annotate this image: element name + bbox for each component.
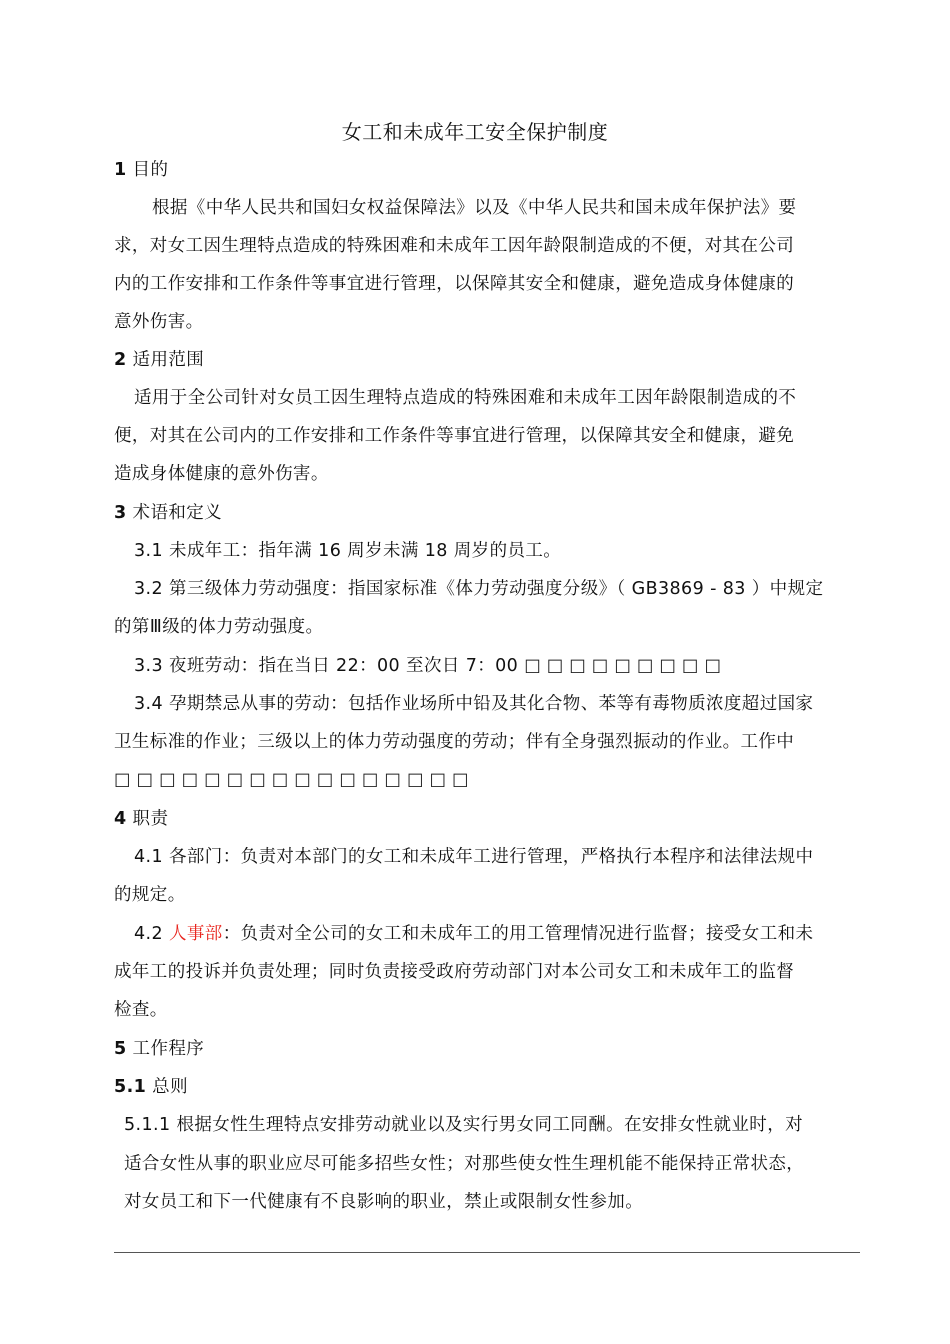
- section-number: 5: [114, 1039, 127, 1059]
- section-title: 适用范围: [132, 350, 205, 370]
- responsibility-4-1-line: 的规定。: [114, 885, 186, 905]
- responsibility-4-2-line: 检查。: [114, 1000, 168, 1020]
- section-3-heading: [114, 500, 222, 526]
- definition-3-2-line: 的第Ⅲ级的体力劳动强度。: [114, 617, 324, 637]
- paragraph-line: 适用于全公司针对女员工因生理特点造成的特殊困难和未成年工因年龄限制造成的不: [134, 388, 797, 408]
- definition-3-3: [134, 653, 727, 679]
- section-title: 工作程序: [132, 1039, 205, 1059]
- section-number: 5.1: [114, 1077, 147, 1097]
- section-number: 2: [114, 350, 127, 370]
- definition-3-4-line: 3.4 孕期禁忌从事的劳动：包括作业场所中铅及其化合物、苯等有毒物质浓度超过国家: [134, 694, 814, 714]
- section-2-heading: [114, 347, 204, 373]
- garbled-text: □□□□□□□□□□□□□□□□: [114, 770, 475, 790]
- responsibility-4-2-line: 成年工的投诉并负责处理；同时负责接受政府劳动部门对本公司女工和未成年工的监督: [114, 962, 795, 982]
- section-number: 3: [114, 503, 127, 523]
- clause-5-1-1-line: 适合女性从事的职业应尽可能多招些女性；对那些使女性生理机能不能保持正常状态，: [124, 1154, 805, 1174]
- section-title: 总则: [152, 1077, 188, 1097]
- document-title: 女工和未成年工安全保护制度: [341, 120, 609, 144]
- item-text: ：负责对全公司的女工和未成年工的用工管理情况进行监督；接受女工和未: [222, 924, 814, 944]
- definition-3-1: 3.1 未成年工：指年满 16 周岁未满 18 周岁的员工。: [134, 541, 562, 561]
- clause-5-1-1-line: 5.1.1 根据女性生理特点安排劳动就业以及实行男女同工同酬。在安排女性就业时，对: [124, 1115, 803, 1135]
- section-title: 职责: [132, 809, 169, 829]
- section-5-1-heading: [114, 1074, 188, 1100]
- section-number: 4: [114, 809, 127, 829]
- paragraph-line: 便，对其在公司内的工作安排和工作条件等事宜进行管理，以保障其安全和健康，避免: [114, 426, 795, 446]
- paragraph-line: 求，对女工因生理特点造成的特殊困难和未成年工因年龄限制造成的不便，对其在公司: [114, 236, 795, 256]
- section-title: 目的: [132, 160, 169, 180]
- responsibility-4-2-line: [134, 921, 813, 947]
- garbled-text: □□□□□□□□□: [524, 656, 727, 676]
- definition-3-2-line: 3.2 第三级体力劳动强度：指国家标准《体力劳动强度分级》（ GB3869 - 83 ）中规定: [134, 579, 824, 599]
- section-4-heading: [114, 806, 168, 832]
- paragraph-line: 内的工作安排和工作条件等事宜进行管理，以保障其安全和健康，避免造成身体健康的: [114, 274, 795, 294]
- definition-3-3-text: 3.3 夜班劳动：指在当日 22：00 至次日 7：00: [134, 656, 519, 676]
- section-title: 术语和定义: [132, 503, 223, 523]
- definition-3-4-line: 卫生标准的作业；三级以上的体力劳动强度的劳动；伴有全身强烈振动的作业。工作中: [114, 732, 795, 752]
- paragraph-line: 根据《中华人民共和国妇女权益保障法》以及《中华人民共和国未成年保护法》要: [152, 198, 797, 218]
- paragraph-line: 意外伤害。: [114, 312, 204, 332]
- highlighted-department: 人事部: [169, 924, 223, 944]
- section-number: 1: [114, 160, 127, 180]
- paragraph-line: 造成身体健康的意外伤害。: [114, 464, 329, 484]
- item-number: 4.2: [134, 924, 169, 944]
- responsibility-4-1-line: 4.1 各部门：负责对本部门的女工和未成年工进行管理，严格执行本程序和法律法规中: [134, 847, 814, 867]
- footer-divider: [114, 1252, 860, 1253]
- clause-5-1-1-line: 对女员工和下一代健康有不良影响的职业，禁止或限制女性参加。: [124, 1192, 644, 1212]
- section-1-heading: [114, 157, 168, 183]
- section-5-heading: [114, 1036, 204, 1062]
